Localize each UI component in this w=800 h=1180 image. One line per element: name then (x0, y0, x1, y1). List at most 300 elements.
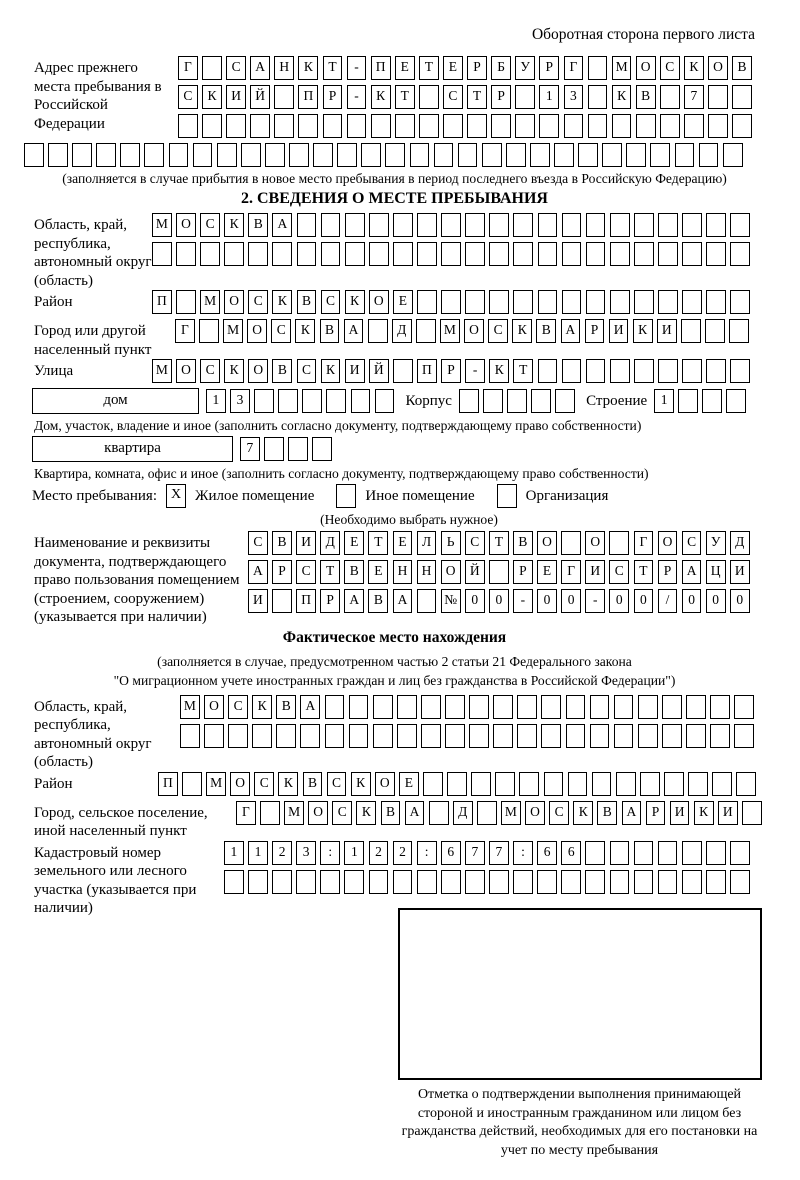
char-cell[interactable] (614, 724, 634, 748)
char-cell[interactable]: Г (561, 560, 581, 584)
char-cell[interactable] (586, 359, 606, 383)
char-cell[interactable]: Д (320, 531, 340, 555)
char-cell[interactable]: О (658, 531, 678, 555)
char-cell[interactable] (347, 114, 367, 138)
char-cell[interactable] (489, 290, 509, 314)
char-cell[interactable]: Е (344, 531, 364, 555)
char-cell[interactable]: Р (539, 56, 559, 80)
checkbox-organizatsiya[interactable] (497, 484, 517, 508)
char-cell[interactable]: О (525, 801, 545, 825)
char-cell[interactable]: К (224, 359, 244, 383)
char-cell[interactable] (200, 242, 220, 266)
char-cell[interactable] (513, 213, 533, 237)
char-cell[interactable] (602, 143, 622, 167)
char-cell[interactable]: 0 (537, 589, 557, 613)
char-cell[interactable] (706, 242, 726, 266)
char-cell[interactable]: А (248, 560, 268, 584)
char-cell[interactable] (688, 772, 708, 796)
char-cell[interactable]: М (200, 290, 220, 314)
char-cell[interactable]: К (321, 359, 341, 383)
char-cell[interactable] (706, 290, 726, 314)
char-cell[interactable] (393, 213, 413, 237)
char-cell[interactable] (566, 724, 586, 748)
char-cell[interactable] (467, 114, 487, 138)
char-cell[interactable] (421, 724, 441, 748)
char-cell[interactable]: 0 (706, 589, 726, 613)
char-cell[interactable] (351, 389, 371, 413)
char-cell[interactable]: Р (646, 801, 666, 825)
char-cell[interactable] (610, 870, 630, 894)
char-cell[interactable]: С (660, 56, 680, 80)
char-cell[interactable] (515, 85, 535, 109)
char-cell[interactable] (562, 290, 582, 314)
char-cell[interactable] (345, 242, 365, 266)
char-cell[interactable] (638, 724, 658, 748)
char-cell[interactable]: С (465, 531, 485, 555)
char-cell[interactable] (706, 870, 726, 894)
char-cell[interactable]: П (298, 85, 318, 109)
char-cell[interactable] (176, 242, 196, 266)
char-cell[interactable] (434, 143, 454, 167)
char-cell[interactable]: М (440, 319, 460, 343)
char-cell[interactable] (513, 242, 533, 266)
char-cell[interactable] (265, 143, 285, 167)
char-cell[interactable] (517, 724, 537, 748)
char-cell[interactable]: А (300, 695, 320, 719)
char-cell[interactable]: С (321, 290, 341, 314)
char-cell[interactable]: О (204, 695, 224, 719)
char-cell[interactable]: Е (368, 560, 388, 584)
char-cell[interactable] (337, 143, 357, 167)
char-cell[interactable] (144, 143, 164, 167)
kvartira-type-box[interactable]: квартира (32, 436, 233, 462)
char-cell[interactable] (180, 724, 200, 748)
char-cell[interactable]: С (443, 85, 463, 109)
char-cell[interactable]: К (633, 319, 653, 343)
char-cell[interactable] (675, 143, 695, 167)
char-cell[interactable]: Н (417, 560, 437, 584)
char-cell[interactable]: К (345, 290, 365, 314)
char-cell[interactable] (493, 695, 513, 719)
char-cell[interactable] (538, 359, 558, 383)
char-cell[interactable]: Д (453, 801, 473, 825)
char-cell[interactable] (393, 870, 413, 894)
char-cell[interactable]: В (381, 801, 401, 825)
char-cell[interactable]: 3 (564, 85, 584, 109)
char-cell[interactable]: Г (178, 56, 198, 80)
char-cell[interactable]: 0 (634, 589, 654, 613)
char-cell[interactable]: К (356, 801, 376, 825)
char-cell[interactable] (562, 213, 582, 237)
char-cell[interactable] (297, 213, 317, 237)
char-cell[interactable]: Т (467, 85, 487, 109)
char-cell[interactable] (489, 242, 509, 266)
char-cell[interactable]: И (730, 560, 750, 584)
char-cell[interactable] (706, 359, 726, 383)
char-cell[interactable] (321, 213, 341, 237)
char-cell[interactable] (443, 114, 463, 138)
char-cell[interactable] (323, 114, 343, 138)
char-cell[interactable]: О (441, 560, 461, 584)
char-cell[interactable] (710, 695, 730, 719)
char-cell[interactable]: В (276, 695, 296, 719)
char-cell[interactable]: 6 (441, 841, 461, 865)
char-cell[interactable] (586, 213, 606, 237)
char-cell[interactable]: О (375, 772, 395, 796)
char-cell[interactable]: А (344, 319, 364, 343)
char-cell[interactable] (585, 870, 605, 894)
char-cell[interactable] (397, 724, 417, 748)
char-cell[interactable]: П (158, 772, 178, 796)
char-cell[interactable]: С (296, 560, 316, 584)
char-cell[interactable] (682, 290, 702, 314)
char-cell[interactable]: 7 (684, 85, 704, 109)
char-cell[interactable]: 0 (682, 589, 702, 613)
char-cell[interactable] (726, 389, 746, 413)
char-cell[interactable] (288, 437, 308, 461)
char-cell[interactable]: П (371, 56, 391, 80)
char-cell[interactable] (345, 213, 365, 237)
char-cell[interactable] (298, 114, 318, 138)
char-cell[interactable] (538, 213, 558, 237)
char-cell[interactable] (660, 85, 680, 109)
char-cell[interactable]: В (536, 319, 556, 343)
char-cell[interactable]: М (180, 695, 200, 719)
char-cell[interactable]: В (597, 801, 617, 825)
char-cell[interactable] (493, 724, 513, 748)
char-cell[interactable] (708, 85, 728, 109)
char-cell[interactable]: 3 (296, 841, 316, 865)
char-cell[interactable]: - (347, 85, 367, 109)
char-cell[interactable]: К (252, 695, 272, 719)
char-cell[interactable] (730, 213, 750, 237)
char-cell[interactable] (483, 389, 503, 413)
char-cell[interactable] (586, 242, 606, 266)
char-cell[interactable] (590, 724, 610, 748)
char-cell[interactable]: Л (417, 531, 437, 555)
char-cell[interactable]: А (393, 589, 413, 613)
char-cell[interactable]: Г (236, 801, 256, 825)
char-cell[interactable]: Р (323, 85, 343, 109)
char-cell[interactable] (202, 114, 222, 138)
char-cell[interactable] (320, 870, 340, 894)
char-cell[interactable] (530, 143, 550, 167)
char-cell[interactable]: Р (585, 319, 605, 343)
char-cell[interactable]: М (612, 56, 632, 80)
char-cell[interactable] (471, 772, 491, 796)
char-cell[interactable] (736, 772, 756, 796)
char-cell[interactable] (489, 560, 509, 584)
char-cell[interactable] (588, 85, 608, 109)
char-cell[interactable]: 0 (489, 589, 509, 613)
char-cell[interactable]: В (344, 560, 364, 584)
char-cell[interactable] (658, 870, 678, 894)
char-cell[interactable] (682, 242, 702, 266)
char-cell[interactable]: Т (320, 560, 340, 584)
char-cell[interactable]: В (297, 290, 317, 314)
char-cell[interactable]: 7 (465, 841, 485, 865)
char-cell[interactable]: В (272, 359, 292, 383)
char-cell[interactable]: С (271, 319, 291, 343)
char-cell[interactable] (252, 724, 272, 748)
char-cell[interactable]: П (296, 589, 316, 613)
char-cell[interactable]: М (284, 801, 304, 825)
char-cell[interactable]: Й (369, 359, 389, 383)
char-cell[interactable] (658, 841, 678, 865)
char-cell[interactable] (610, 841, 630, 865)
char-cell[interactable]: В (636, 85, 656, 109)
char-cell[interactable]: К (298, 56, 318, 80)
char-cell[interactable]: : (320, 841, 340, 865)
dom-type-box[interactable]: дом (32, 388, 199, 414)
char-cell[interactable] (416, 319, 436, 343)
char-cell[interactable] (326, 389, 346, 413)
char-cell[interactable] (469, 695, 489, 719)
char-cell[interactable]: Т (513, 359, 533, 383)
char-cell[interactable] (682, 841, 702, 865)
char-cell[interactable] (410, 143, 430, 167)
char-cell[interactable] (202, 56, 222, 80)
char-cell[interactable]: М (223, 319, 243, 343)
char-cell[interactable] (458, 143, 478, 167)
char-cell[interactable] (465, 290, 485, 314)
char-cell[interactable] (706, 841, 726, 865)
char-cell[interactable]: И (226, 85, 246, 109)
char-cell[interactable] (313, 143, 333, 167)
char-cell[interactable] (96, 143, 116, 167)
char-cell[interactable]: Н (393, 560, 413, 584)
char-cell[interactable]: Т (368, 531, 388, 555)
char-cell[interactable] (445, 695, 465, 719)
char-cell[interactable]: П (152, 290, 172, 314)
char-cell[interactable] (375, 389, 395, 413)
char-cell[interactable]: 1 (539, 85, 559, 109)
char-cell[interactable] (531, 389, 551, 413)
char-cell[interactable]: Б (491, 56, 511, 80)
char-cell[interactable] (321, 242, 341, 266)
char-cell[interactable]: 7 (240, 437, 260, 461)
char-cell[interactable] (248, 242, 268, 266)
char-cell[interactable]: 1 (224, 841, 244, 865)
char-cell[interactable] (614, 695, 634, 719)
char-cell[interactable] (217, 143, 237, 167)
char-cell[interactable]: 2 (369, 841, 389, 865)
char-cell[interactable]: К (278, 772, 298, 796)
char-cell[interactable] (658, 290, 678, 314)
char-cell[interactable]: К (202, 85, 222, 109)
char-cell[interactable]: Е (393, 531, 413, 555)
char-cell[interactable]: А (561, 319, 581, 343)
char-cell[interactable] (730, 359, 750, 383)
char-cell[interactable]: Е (399, 772, 419, 796)
char-cell[interactable]: 1 (654, 389, 674, 413)
char-cell[interactable]: И (345, 359, 365, 383)
char-cell[interactable] (660, 114, 680, 138)
char-cell[interactable]: В (513, 531, 533, 555)
char-cell[interactable] (554, 143, 574, 167)
char-cell[interactable]: 1 (344, 841, 364, 865)
char-cell[interactable]: С (200, 359, 220, 383)
char-cell[interactable] (441, 870, 461, 894)
char-cell[interactable] (272, 589, 292, 613)
char-cell[interactable] (729, 319, 749, 343)
char-cell[interactable] (634, 359, 654, 383)
char-cell[interactable]: Р (320, 589, 340, 613)
char-cell[interactable]: / (658, 589, 678, 613)
char-cell[interactable] (385, 143, 405, 167)
char-cell[interactable]: И (296, 531, 316, 555)
char-cell[interactable] (634, 213, 654, 237)
char-cell[interactable]: Н (274, 56, 294, 80)
char-cell[interactable] (182, 772, 202, 796)
char-cell[interactable] (441, 213, 461, 237)
char-cell[interactable]: В (732, 56, 752, 80)
char-cell[interactable] (169, 143, 189, 167)
char-cell[interactable] (477, 801, 497, 825)
char-cell[interactable]: Д (730, 531, 750, 555)
char-cell[interactable] (296, 870, 316, 894)
char-cell[interactable] (732, 114, 752, 138)
char-cell[interactable] (465, 242, 485, 266)
char-cell[interactable]: - (465, 359, 485, 383)
char-cell[interactable]: С (248, 290, 268, 314)
char-cell[interactable] (513, 290, 533, 314)
char-cell[interactable] (495, 772, 515, 796)
char-cell[interactable] (325, 724, 345, 748)
char-cell[interactable] (706, 213, 726, 237)
char-cell[interactable] (610, 213, 630, 237)
char-cell[interactable]: С (248, 531, 268, 555)
char-cell[interactable]: С (254, 772, 274, 796)
char-cell[interactable] (609, 531, 629, 555)
char-cell[interactable]: 1 (248, 841, 268, 865)
char-cell[interactable]: 2 (393, 841, 413, 865)
char-cell[interactable] (664, 772, 684, 796)
char-cell[interactable] (636, 114, 656, 138)
char-cell[interactable]: Е (443, 56, 463, 80)
checkbox-zhiloe-pomeshchenie[interactable]: X (166, 484, 186, 508)
char-cell[interactable] (241, 143, 261, 167)
char-cell[interactable]: Е (395, 56, 415, 80)
char-cell[interactable] (634, 870, 654, 894)
char-cell[interactable]: П (417, 359, 437, 383)
char-cell[interactable] (72, 143, 92, 167)
char-cell[interactable]: Ц (706, 560, 726, 584)
char-cell[interactable]: Е (537, 560, 557, 584)
char-cell[interactable] (204, 724, 224, 748)
char-cell[interactable]: М (152, 359, 172, 383)
char-cell[interactable] (224, 870, 244, 894)
char-cell[interactable] (368, 319, 388, 343)
char-cell[interactable]: С (549, 801, 569, 825)
char-cell[interactable]: 0 (609, 589, 629, 613)
char-cell[interactable]: К (684, 56, 704, 80)
char-cell[interactable]: К (573, 801, 593, 825)
char-cell[interactable]: Р (467, 56, 487, 80)
char-cell[interactable] (278, 389, 298, 413)
char-cell[interactable] (423, 772, 443, 796)
char-cell[interactable] (616, 772, 636, 796)
char-cell[interactable] (585, 841, 605, 865)
char-cell[interactable] (312, 437, 332, 461)
checkbox-inoe-pomeshchenie[interactable] (336, 484, 356, 508)
char-cell[interactable]: М (152, 213, 172, 237)
char-cell[interactable] (686, 695, 706, 719)
char-cell[interactable] (325, 695, 345, 719)
char-cell[interactable]: К (489, 359, 509, 383)
char-cell[interactable]: С (332, 801, 352, 825)
char-cell[interactable] (24, 143, 44, 167)
char-cell[interactable]: Т (489, 531, 509, 555)
char-cell[interactable] (562, 242, 582, 266)
char-cell[interactable]: Р (272, 560, 292, 584)
char-cell[interactable] (260, 801, 280, 825)
char-cell[interactable] (506, 143, 526, 167)
char-cell[interactable]: К (694, 801, 714, 825)
char-cell[interactable] (588, 56, 608, 80)
char-cell[interactable]: 0 (561, 589, 581, 613)
char-cell[interactable] (276, 724, 296, 748)
char-cell[interactable] (705, 319, 725, 343)
char-cell[interactable] (419, 114, 439, 138)
char-cell[interactable]: В (368, 589, 388, 613)
char-cell[interactable] (586, 290, 606, 314)
char-cell[interactable]: С (200, 213, 220, 237)
char-cell[interactable]: И (670, 801, 690, 825)
char-cell[interactable]: В (303, 772, 323, 796)
char-cell[interactable] (441, 242, 461, 266)
char-cell[interactable] (708, 114, 728, 138)
char-cell[interactable]: Е (393, 290, 413, 314)
char-cell[interactable]: Г (634, 531, 654, 555)
char-cell[interactable]: Р (513, 560, 533, 584)
char-cell[interactable]: Ь (441, 531, 461, 555)
char-cell[interactable] (193, 143, 213, 167)
char-cell[interactable]: С (226, 56, 246, 80)
char-cell[interactable] (610, 290, 630, 314)
char-cell[interactable] (465, 213, 485, 237)
char-cell[interactable] (578, 143, 598, 167)
char-cell[interactable]: О (369, 290, 389, 314)
char-cell[interactable] (491, 114, 511, 138)
char-cell[interactable]: Д (392, 319, 412, 343)
char-cell[interactable] (732, 85, 752, 109)
char-cell[interactable] (429, 801, 449, 825)
char-cell[interactable] (592, 772, 612, 796)
char-cell[interactable]: В (320, 319, 340, 343)
char-cell[interactable] (199, 319, 219, 343)
char-cell[interactable] (228, 724, 248, 748)
char-cell[interactable]: : (417, 841, 437, 865)
char-cell[interactable]: И (585, 560, 605, 584)
char-cell[interactable]: О (585, 531, 605, 555)
char-cell[interactable] (489, 213, 509, 237)
char-cell[interactable]: 3 (230, 389, 250, 413)
char-cell[interactable] (650, 143, 670, 167)
char-cell[interactable] (369, 213, 389, 237)
char-cell[interactable] (710, 724, 730, 748)
char-cell[interactable] (541, 695, 561, 719)
char-cell[interactable] (588, 114, 608, 138)
char-cell[interactable] (562, 359, 582, 383)
char-cell[interactable] (564, 114, 584, 138)
char-cell[interactable]: А (622, 801, 642, 825)
char-cell[interactable]: - (347, 56, 367, 80)
char-cell[interactable] (248, 870, 268, 894)
char-cell[interactable] (590, 695, 610, 719)
char-cell[interactable] (226, 114, 246, 138)
char-cell[interactable]: Т (323, 56, 343, 80)
